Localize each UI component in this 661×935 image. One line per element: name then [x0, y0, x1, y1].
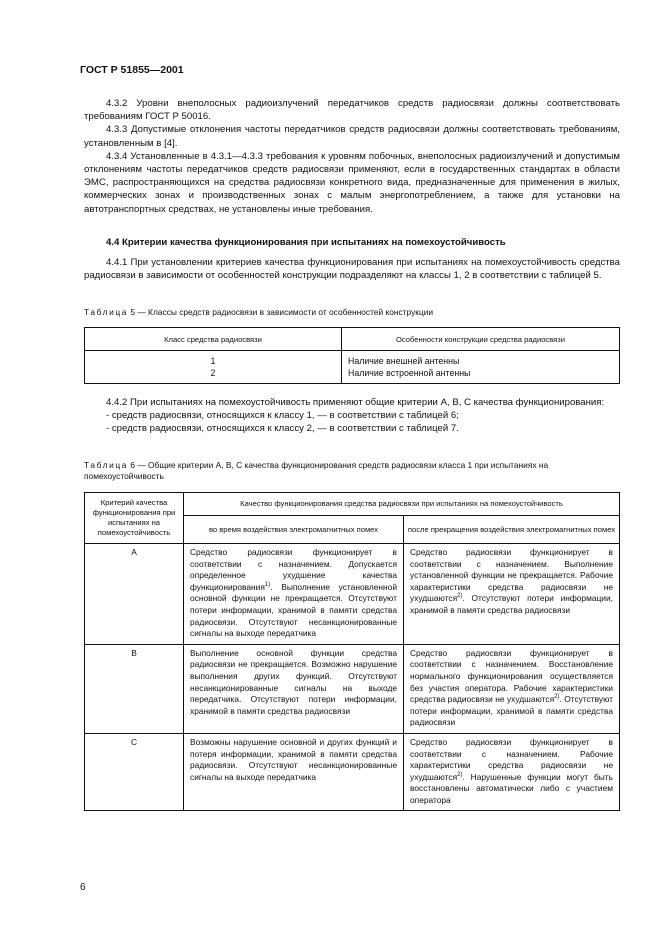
- table-6-caption: [84, 460, 620, 482]
- table-6-during-b: [184, 644, 404, 733]
- table-5-caption: [84, 307, 620, 318]
- cell-text: Выполнение основной функции средства радиосвязи не прекращается. Возможно нарушение выполнения других функций. Отсутствуют несанкционированные сигналы на выходе передатчика. Отсутствуют потери информации, хранимой в памяти средства радиосвязи: [190, 647, 397, 716]
- footnote-ref: 2): [457, 771, 463, 778]
- table-6-criterion-a: А: [85, 544, 184, 645]
- cell-text: Средство радиосвязи функционирует в соответствии с назначением. Допускается определенное ухудшение качества функционирования: [190, 547, 397, 592]
- paragraph-4-4-2-item-2: - средств радиосвязи, относящихся к классу 2, — в соответствии с таблицей 7.: [106, 423, 459, 435]
- table-6-after-c: [404, 733, 620, 811]
- cell-text: Средство радиосвязи функционирует в соответствии с назначением. Выполнение установленной функции не прекращается. Рабочие характеристики средства радиосвязи не ухудшаются: [410, 547, 613, 604]
- table-6-caption-text: 6 — Общие критерии А, В, С качества функционирования средств радиосвязи класса 1 при испытаниях на помехоустойчивость: [84, 460, 549, 481]
- table-5-header-row: [85, 328, 620, 351]
- table-6: [84, 492, 620, 811]
- table-5-features-cell: [342, 351, 620, 384]
- table-5-class-1: 1: [210, 356, 216, 366]
- table-6-during-a: [184, 544, 404, 645]
- table-5-classes-cell: [85, 351, 342, 384]
- table-6-during-c: [184, 733, 404, 811]
- table-6-header-row-1: [85, 493, 620, 516]
- paragraph-4-3-4: 4.3.4 Установленные в 4.3.1—4.3.3 требования к уровням побочных, внеполосных радиоизлучений и допустимым отклонениям частоты передатчиков средств радиосвязи применяют, если в государственных стандартах в области ЭМС, распространяющихся на средства радиосвязи конкретного вида, предназначенные для применения в жилых, коммерческих зонах и производственных зонах с малым энергопотреблением, а также для установки на автотранспортных средствах, не установлены иные требования.: [84, 150, 620, 215]
- paragraph-4-3-3: 4.3.3 Допустимые отклонения частоты передатчиков средств радиосвязи должны соответствовать требованиям, установленным в [4].: [84, 124, 620, 149]
- table-6-criterion-c: С: [85, 733, 184, 811]
- footnote-ref: 1): [264, 581, 271, 588]
- table-6-col-after: после прекращения воздействия электромагнитных помех: [404, 516, 620, 544]
- table-5-caption-text: 5 — Классы средств радиосвязи в зависимости от особенностей конструкции: [128, 307, 434, 317]
- cell-text: . Выполнение установленной основной функции не прекращается. Отсутствуют потери информации, хранимой в памяти средства радиосвязи. Отсутствуют несанкционированные сигналы на выходе передатчика: [190, 581, 397, 639]
- paragraph-4-4-2-item-1: - средств радиосвязи, относящихся к классу 1, — в соответствии с таблицей 6;: [106, 410, 459, 422]
- table-6-caption-word: Таблица: [84, 460, 129, 470]
- section-4-4-2: [84, 396, 620, 436]
- table-6-col-criterion: Критерий качества функционирования при испытаниях на помехоустойчивость: [85, 493, 184, 544]
- table-6-after-a: [404, 544, 620, 645]
- page-number: 6: [80, 882, 86, 893]
- table-6-after-b: [404, 644, 620, 733]
- paragraph-4-3-2: 4.3.2 Уровни внеполосных радиоизлучений передатчиков средств радиосвязи должны соответствовать требованиям ГОСТ Р 50016.: [84, 98, 620, 123]
- document-header: ГОСТ Р 51855—2001: [80, 64, 184, 76]
- section-title-4-4: 4.4 Критерии качества функционирования при испытаниях на помехоустойчивость: [106, 237, 506, 248]
- table-row: [85, 544, 620, 645]
- section-4-4: [84, 236, 620, 283]
- cell-text: Средство радиосвязи функционирует в соответствии с назначением. Рабочие характеристики средства радиосвязи не ухудшаются: [410, 736, 613, 782]
- table-5: [84, 327, 620, 384]
- footnote-ref: 2): [554, 694, 560, 701]
- table-6-col-during: во время воздействия электромагнитных помех: [184, 516, 404, 544]
- table-row: [85, 733, 620, 811]
- cell-text: . Отсутствуют потери информации, хранимой в памяти средства радиосвязи: [410, 694, 614, 728]
- table-5-feature-1: Наличие внешней антенны: [348, 356, 460, 366]
- table-5-caption-word: Таблица: [84, 307, 129, 317]
- table-5-col-class: Класс средства радиосвязи: [85, 328, 342, 351]
- table-5-class-2: 2: [210, 368, 216, 378]
- cell-text: . Отсутствуют потери информации, хранимой в памяти средства радиосвязи: [410, 593, 613, 615]
- table-6-criterion-b: В: [85, 644, 184, 733]
- table-5-body-row: [85, 351, 620, 384]
- section-4-3-text: [84, 97, 620, 216]
- cell-text: . Нарушенные функции могут быть восстановлены автоматически либо с участием оператора: [410, 771, 613, 805]
- table-row: [85, 644, 620, 733]
- table-5-col-feature: Особенности конструкции средства радиосвязи: [342, 328, 620, 351]
- paragraph-4-4-2: 4.4.2 При испытаниях на помехоустойчивость применяют общие критерии А, В, С качества функционирования:: [106, 397, 605, 408]
- table-5-feature-2: Наличие встроенной антенны: [348, 368, 471, 378]
- table-6-col-group: Качество функционирования средства радиосвязи при испытаниях на помехоустойчивость: [184, 493, 620, 516]
- paragraph-4-4-1: 4.4.1 При установлении критериев качества функционирования при испытаниях на помехоустойчивость средства радиосвязи в зависимости от особенностей конструкции подразделяют на классы 1, 2 в соответствии с таблицей 5.: [84, 257, 620, 282]
- footnote-ref: 2): [457, 593, 463, 600]
- cell-text: Средство радиосвязи функционирует в соответствии с назначением. Восстановление нормального функционирования осуществляется без участия оператора. Рабочие характеристики средства радиосвязи не ухудшаются: [410, 647, 613, 705]
- cell-text: Возможны нарушение основной и других функций и потеря информации, хранимой в памяти средства радиосвязи. Отсутствуют несанкционированные сигналы на выходе передатчика: [190, 736, 397, 782]
